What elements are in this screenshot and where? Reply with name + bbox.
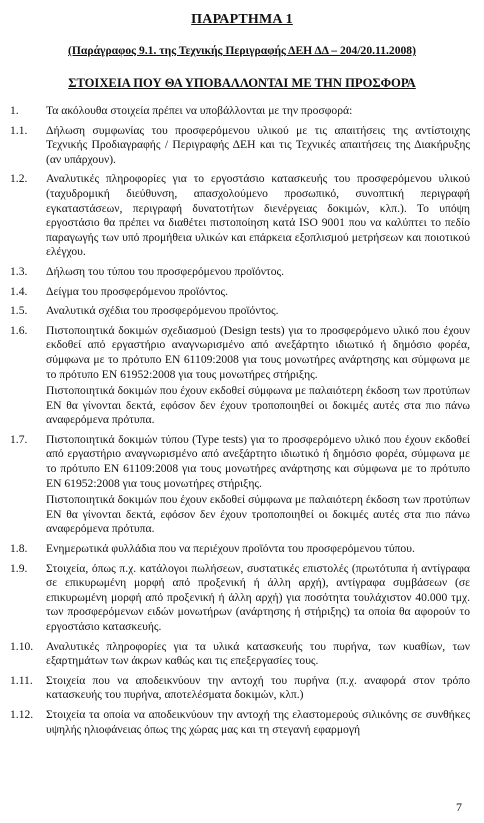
item-text: [46, 304, 470, 319]
item-text: [46, 640, 470, 669]
item-text: [46, 104, 470, 119]
item-number: 1.8.: [10, 542, 28, 556]
item-number: 1.: [10, 104, 19, 117]
item-paragraph: Στοιχεία τα οποία να αποδεικνύουν την αντοχή της ελαστομερούς σιλικόνης σε συνθήκες υψηλής ηλιοφάνειας όπως της χώρας μας και τη στεγανή εφαρμογή: [46, 707, 470, 736]
item-paragraph: Ενημερωτικά φυλλάδια που να περιέχουν προϊόντα του προσφερόμενου τύπου.: [46, 542, 415, 556]
list-item: [10, 265, 470, 280]
list-item: [10, 640, 470, 669]
item-paragraph: Πιστοποιητικά δοκιμών τύπου (Type tests) για το προσφερόμενο υλικό που έχουν εκδοθεί από εργαστήριο αναγνωρισμένο από ανεξάρτητο ιδιωτικό ή δημόσιο φορέα, σύμφωνα με το πρότυπο ΕΝ 61109:2008 για τους μονωτήρες ανάρτησης και σύμφωνα με το πρότυπο ΕΝ 61952:2008 για τους μονωτήρες στήριξης.: [46, 432, 470, 490]
item-number: 1.3.: [10, 264, 28, 278]
item-text: [46, 674, 470, 703]
list-item: [10, 562, 470, 635]
item-text: [46, 124, 470, 168]
item-text: [46, 433, 470, 537]
item-paragraph: Αναλυτικές πληροφορίες για το εργοστάσιο κατασκευής του προσφερόμενου υλικού (ταχυδρομική διεύθυνση, απασχολούμενο προσωπικό, συνοπτική περιγραφή εγκαταστάσεων, περιγραφή δυνατοτήτων διενέργειας δοκιμών, κλπ.). Το υπόψη εργοστάσιο θα πρέπει να διαθέτει πιστοποίηση κατά ISO 9001 που να καλύπτει το πεδίο παραγωγής των υπό προμήθεια υλικών και επάρκεια εξοπλισμού μετρήσεων και ποιοτικού ελέγχου.: [46, 172, 470, 259]
item-number: 1.11.: [10, 673, 33, 687]
item-paragraph: Στοιχεία που να αποδεικνύουν την αντοχή του πυρήνα (π.χ. αναφορά στον τρόπο κατασκευής του πυρήνα, αποτελέσματα δοκιμών, κλπ.): [46, 673, 470, 702]
item-paragraph: Στοιχεία, όπως π.χ. κατάλογοι πωλήσεων, συστατικές επιστολές (πρωτότυπα ή αντίγραφα σε επικυρωμένη μορφή από προξενική ή άλλη αρχή), αντίγραφα συμβάσεων (σε επικυρωμένη μορφή από προξενική ή άλλη αρχή) για ποσότητα τουλάχιστον 40.000 τμχ. των προσφερόμενων ειδών μονωτήρων (ανάρτησης ή στήριξης) τα οποία θα αφορούν το εργοστάσιο κατασκευής.: [46, 561, 470, 633]
list-item: [10, 542, 470, 557]
list-item: [10, 172, 470, 260]
item-number: 1.7.: [10, 432, 28, 446]
list-item: [10, 124, 470, 168]
item-paragraph: Πιστοποιητικά δοκιμών που έχουν εκδοθεί σύμφωνα με παλαιότερη έκδοση των προτύπων ΕΝ θα γίνονται δεκτά, εφόσον δεν έχουν τροποποιηθεί οι δοκιμές αυτές στα πιο πάνω αναφερόμενα πρότυπα.: [46, 384, 470, 427]
list-item: [10, 304, 470, 319]
list-item: [10, 324, 470, 428]
item-paragraph: Δείγμα του προσφερόμενου προϊόντος.: [46, 284, 228, 298]
item-number: 1.4.: [10, 284, 28, 298]
page-number: 7: [456, 800, 462, 814]
item-number: 1.1.: [10, 123, 28, 137]
item-text: [46, 324, 470, 428]
item-paragraph: Αναλυτικές πληροφορίες για τα υλικά κατασκευής του πυρήνα, των κυαθίων, των εξαρτημάτων των άκρων καθώς και τις επεξεργασίες τους.: [46, 639, 470, 668]
item-text: [46, 265, 470, 280]
item-paragraph: Τα ακόλουθα στοιχεία πρέπει να υποβάλλονται με την προσφορά:: [46, 104, 353, 117]
list-item: [10, 104, 470, 119]
item-number: 1.10.: [10, 639, 34, 653]
item-list: [10, 104, 470, 742]
item-number: 1.5.: [10, 304, 28, 318]
item-text: [46, 708, 470, 737]
item-paragraph: Δήλωση συμφωνίας του προσφερόμενου υλικού με τις απαιτήσεις της αντίστοιχης Τεχνικής Προδιαγραφής / Περιγραφής ΔΕΗ και τις Τεχνικές απαιτήσεις της Διακήρυξης (αν υπάρχουν).: [46, 123, 470, 166]
item-number: 1.12.: [10, 707, 34, 721]
item-text: [46, 562, 470, 635]
list-item: [10, 285, 470, 300]
item-number: 1.2.: [10, 172, 28, 186]
item-paragraph: Πιστοποιητικά δοκιμών που έχουν εκδοθεί σύμφωνα με παλαιότερη έκδοση των προτύπων ΕΝ θα γίνονται δεκτά, εφόσον δεν έχουν τροποποιηθεί οι δοκιμές αυτές στα πιο πάνω αναφερόμενα πρότυπα.: [46, 493, 470, 536]
annex-subtitle: (Παράγραφος 9.1. της Τεχνικής Περιγραφής ΔΕΗ ΔΔ – 204/20.11.2008): [68, 44, 416, 57]
section-heading: ΣΤΟΙΧΕΙΑ ΠΟΥ ΘΑ ΥΠΟΒΑΛΛΟΝΤΑΙ ΜΕ ΤΗΝ ΠΡΟΣΦΟΡΑ: [68, 76, 416, 90]
item-paragraph: Δήλωση του τύπου του προσφερόμενου προϊόντος.: [46, 264, 284, 278]
list-item: [10, 674, 470, 703]
item-number: 1.6.: [10, 323, 28, 337]
annex-title: ΠΑΡΑΡΤΗΜΑ 1: [191, 12, 293, 27]
item-text: [46, 542, 470, 557]
item-paragraph: Αναλυτικά σχέδια του προσφερόμενου προϊόντος.: [46, 304, 279, 318]
item-number: 1.9.: [10, 561, 28, 575]
item-text: [46, 285, 470, 300]
list-item: [10, 433, 470, 537]
item-text: [46, 172, 470, 260]
item-paragraph: Πιστοποιητικά δοκιμών σχεδιασμού (Design tests) για το προσφερόμενο υλικό που έχουν εκδοθεί από εργαστήριο αναγνωρισμένο από ανεξάρτητο ιδιωτικό ή δημόσιο φορέα, σύμφωνα με το πρότυπο ΕΝ 61109:2008 για τους μονωτήρες ανάρτησης και σύμφωνα με το πρότυπο ΕΝ 61952:2008 για τους μονωτήρες στήριξης.: [46, 323, 470, 381]
list-item: [10, 708, 470, 737]
